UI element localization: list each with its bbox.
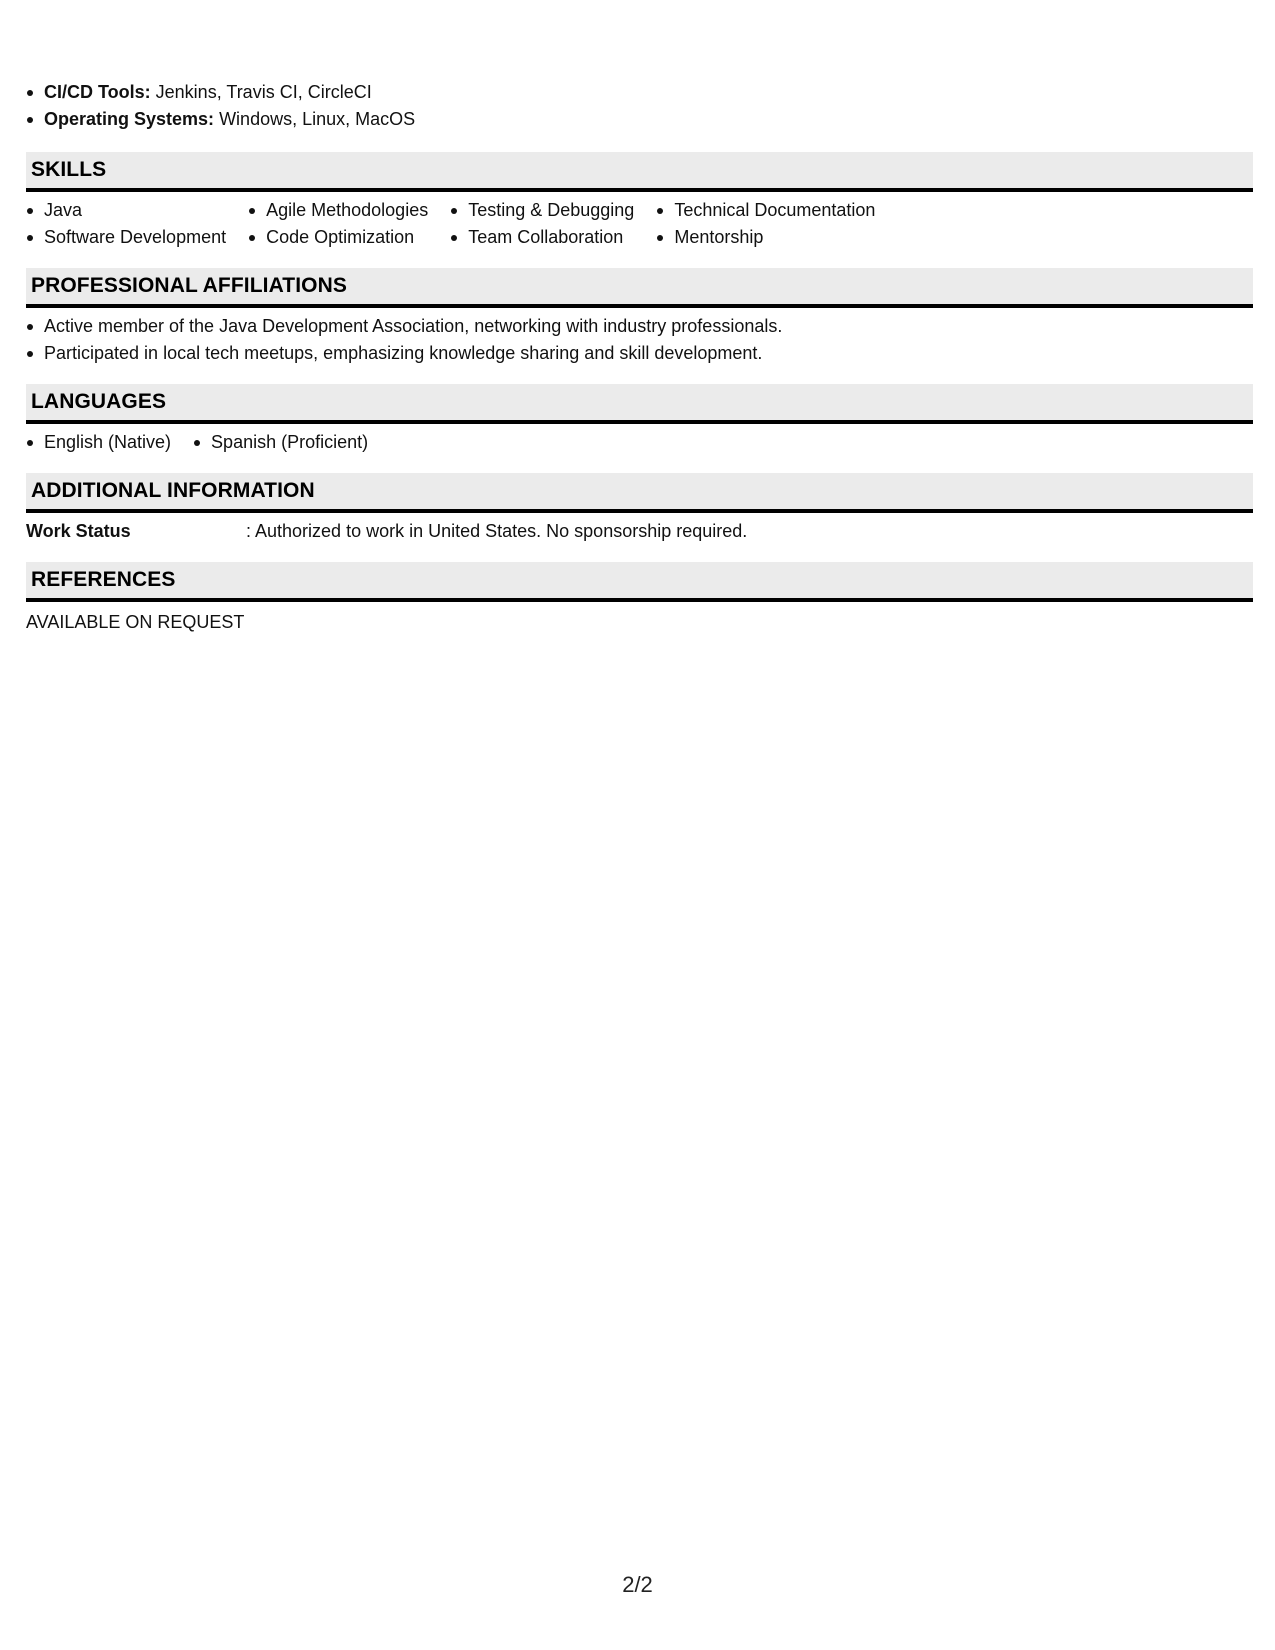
skills-column: [656, 197, 897, 251]
section-title: SKILLS: [31, 158, 107, 181]
list-item: Active member of the Java Development Association, networking with industry professionals.: [26, 313, 1253, 340]
list-item: Agile Methodologies: [248, 197, 428, 224]
list-item: Software Development: [26, 224, 226, 251]
list-item: Testing & Debugging: [450, 197, 634, 224]
languages-row: [26, 429, 1253, 456]
page-number: 2/2: [622, 1572, 653, 1597]
work-status-value: : Authorized to work in United States. No sponsorship required.: [246, 521, 748, 541]
list-item: Mentorship: [656, 224, 875, 251]
list-item: English (Native): [26, 429, 171, 456]
tech-skills-list: [26, 79, 1253, 133]
section-title: REFERENCES: [31, 568, 176, 591]
list-item: [26, 106, 1253, 133]
tech-label: CI/CD Tools:: [44, 82, 151, 102]
skills-section-header: [26, 152, 1253, 192]
references-text: AVAILABLE ON REQUEST: [26, 612, 245, 632]
list-item: [26, 79, 1253, 106]
skills-column: [26, 197, 248, 251]
languages-section-header: [26, 384, 1253, 424]
tech-value: Jenkins, Travis CI, CircleCI: [150, 82, 372, 102]
work-status-label: Work Status: [26, 521, 131, 541]
section-title: ADDITIONAL INFORMATION: [31, 479, 315, 502]
tech-value: Windows, Linux, MacOS: [214, 109, 416, 129]
skills-column: [248, 197, 450, 251]
additional-info-section-header: [26, 473, 1253, 513]
references-section-header: [26, 562, 1253, 602]
skills-column: [450, 197, 656, 251]
list-item: Code Optimization: [248, 224, 428, 251]
tech-label: Operating Systems:: [44, 109, 215, 129]
list-item: Spanish (Proficient): [193, 429, 368, 456]
list-item: Technical Documentation: [656, 197, 875, 224]
work-status-row: [26, 518, 1253, 545]
section-title: LANGUAGES: [31, 390, 167, 413]
affiliations-list: [26, 313, 1253, 367]
section-title: PROFESSIONAL AFFILIATIONS: [31, 274, 347, 297]
resume-page: [26, 0, 1253, 636]
skills-grid: [26, 197, 1253, 251]
list-item: Participated in local tech meetups, emphasizing knowledge sharing and skill development.: [26, 340, 1253, 367]
affiliations-section-header: [26, 268, 1253, 308]
languages-list: [26, 429, 390, 456]
list-item: Java: [26, 197, 226, 224]
list-item: Team Collaboration: [450, 224, 634, 251]
